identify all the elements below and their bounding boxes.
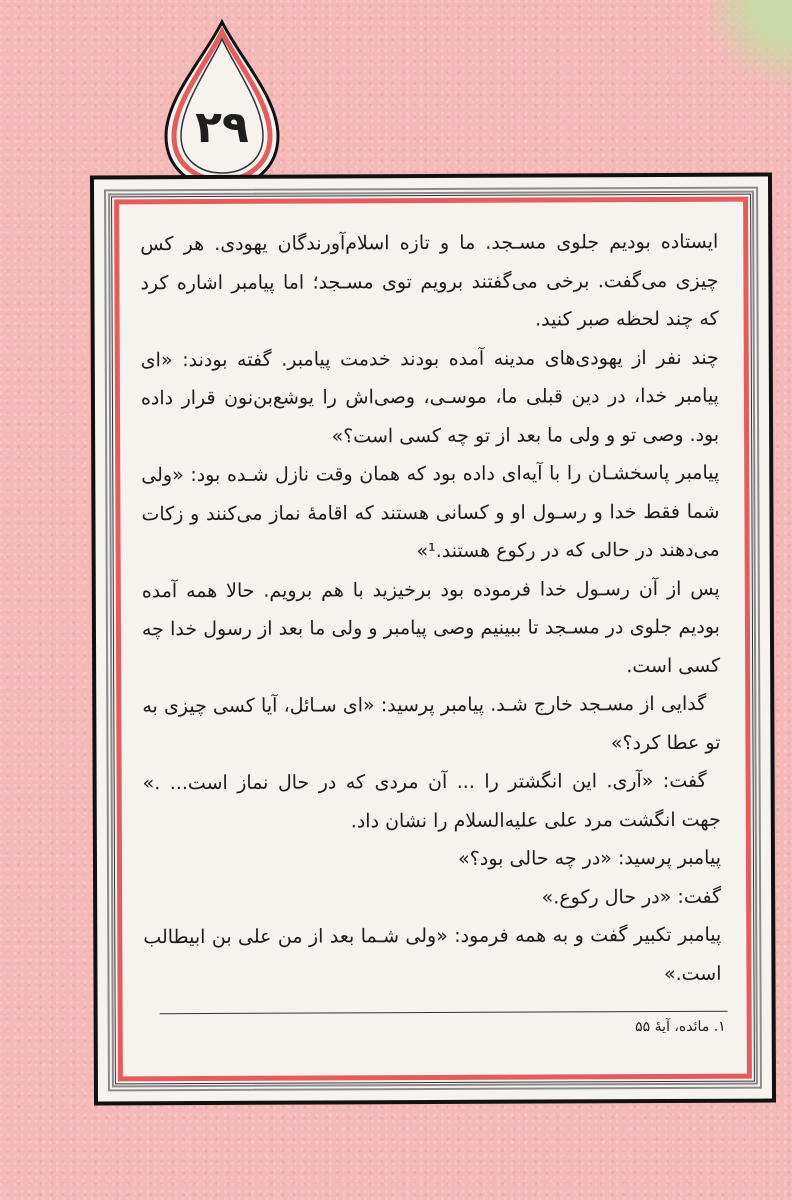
page-number: ۲۹ — [195, 102, 249, 153]
page-frame — [90, 173, 776, 1106]
body-text — [140, 223, 721, 996]
page-number-badge — [160, 18, 284, 190]
paragraph-5: گدایی از مسـجد خارج شـد. پیامبر پرسید: «ای سـائل، آیا کسی چیزی به تو عطا کرد؟» — [142, 692, 721, 754]
paragraph-8: گفت: «در حال رکوع.» — [541, 885, 722, 909]
paragraph-2: چند نفر از یهودی‌های مدینه آمده بودند خدمت پیامبر. گفته بودند: «ای پیامبر خدا، در دین قبلی ما، موسـی، وصی‌اش را یوشع‌بن‌نون قرار داده بود. وصی تو و ولی ما بعد از تو چه کسی است؟» — [140, 346, 720, 447]
paragraph-6: گفت: «آری. این انگشتر را ... آن مردی که در حال نماز است... .» جهت انگشت مرد علی عليه‌السلام را نشان داد. — [142, 769, 721, 832]
paragraph-1: ایستاده بودیم جلوی مسـجد. ما و تازه اسلام‌آورندگان یهودی. هر کس چیزی می‌گفت. برخی می‌گفتند برویم توی مسـجد؛ اما پیامبر اشاره کرد که چند لحظه صبر کنید. — [140, 230, 719, 331]
footnote: ۱. مائده، آیهٔ ۵۵ — [635, 1018, 726, 1036]
page-corner-tint — [672, 0, 792, 120]
paragraph-9: پیامبر تکبیر گفت و به همه فرمود: «ولی شـما بعد از من علی بن ابیطالب است.» — [143, 923, 722, 985]
paragraph-7: پیامبر پرسید: «در چه حالی بود؟» — [458, 846, 722, 870]
paragraph-4: پس از آن رسـول خدا فرموده بود برخیزید با هم برویم. حالا همه آمده بودیم جلوی در مسـجد تا ببینیم وصی پیامبر و ولی ما بعد از رسول خدا چه کسی است. — [141, 577, 721, 677]
paragraph-3: پیامبر پاسخشـان را با آیه‌ای داده بود که همان وقت نازل شـده بود: «ولی شما فقط خدا و رسـول او و کسانی هستند که اقامهٔ نماز می‌کنند و زکات می‌دهند در حالی که در رکوع هستند.¹» — [141, 461, 720, 563]
